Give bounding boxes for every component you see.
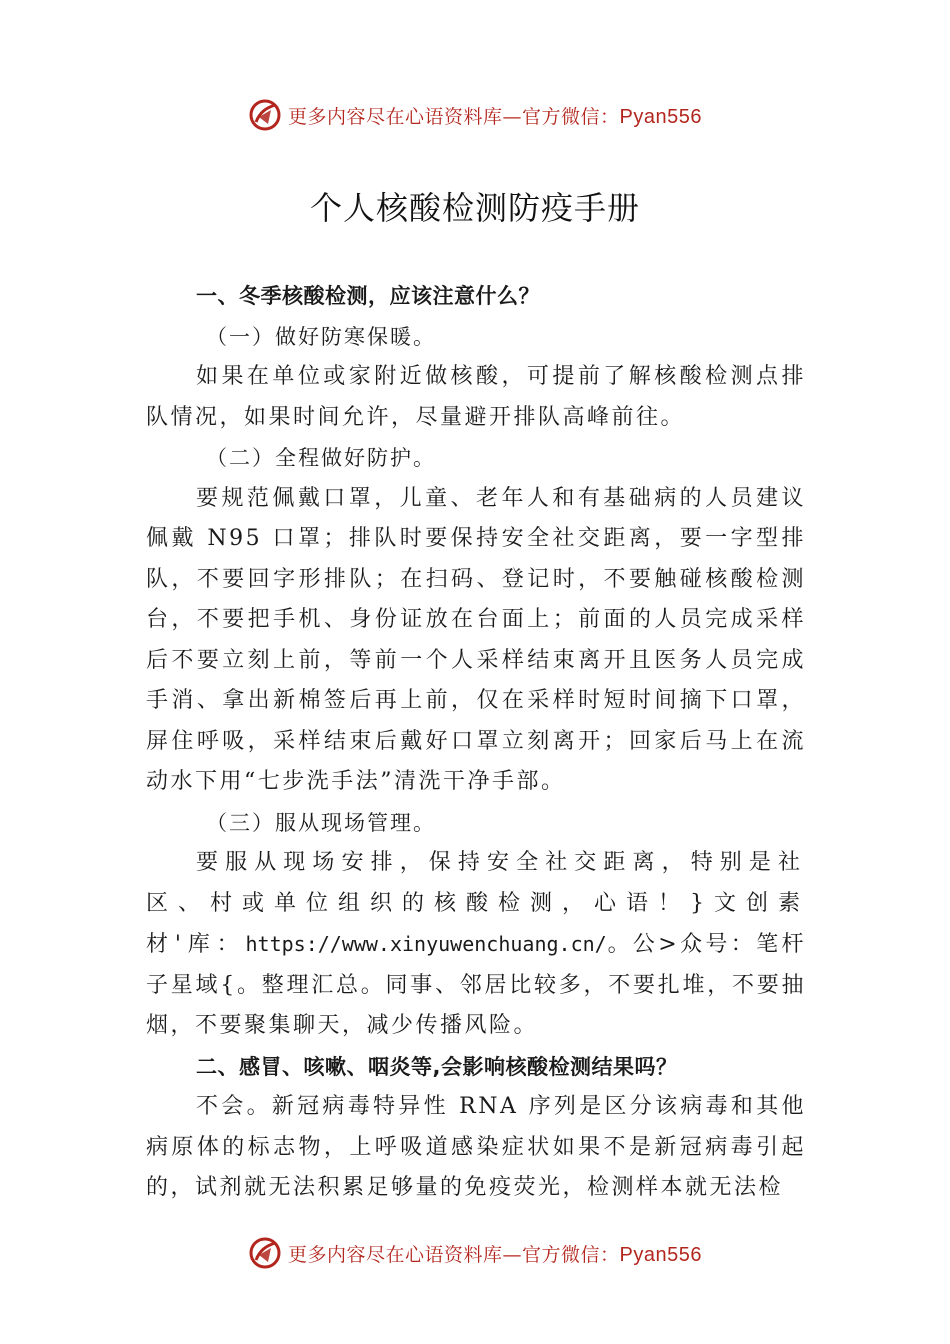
paragraph-1: 如果在单位或家附近做核酸，可提前了解核酸检测点排队情况，如果时间允许，尽量避开排队高峰前往。 bbox=[146, 364, 806, 430]
footer-banner bbox=[0, 1231, 950, 1275]
section-heading-2: 二、感冒、咳嗽、咽炎等,会影响核酸检测结果吗？ bbox=[196, 1054, 678, 1079]
paragraph-4: 不会。新冠病毒特异性 RNA 序列是区分该病毒和其他病原体的标志物，上呼吸道感染症状如果不是新冠病毒引起的，试剂就无法积累足够量的免疫荧光，检测样本就无法检 bbox=[146, 1094, 806, 1200]
subheading-2: （二）全程做好防护。 bbox=[206, 446, 436, 470]
logo-icon bbox=[248, 1236, 282, 1270]
section-heading-1: 一、冬季核酸检测，应该注意什么？ bbox=[196, 284, 540, 308]
logo-icon bbox=[248, 98, 282, 132]
banner-text: 更多内容尽在心语资料库—官方微信：Pyan556 bbox=[288, 1243, 702, 1266]
document-body bbox=[146, 276, 806, 1209]
paragraph-3: 要服从现场安排，保持安全社交距离，特别是社区、村或单位组织的核酸检测，心语！}文创素材'库：https://www.xinyuwenchuang.cn/。公>众号：笔杆子星域{。整理汇总。同事、邻居比较多，不要扎堆，不要抽烟，不要聚集聊天，减少传播风险。 bbox=[146, 850, 806, 1038]
url-text: https://www.xinyuwenchuang.cn/ bbox=[245, 932, 607, 956]
subheading-3: （三）服从现场管理。 bbox=[206, 810, 436, 835]
header-banner bbox=[0, 93, 950, 137]
subheading-1: （一）做好防寒保暖。 bbox=[206, 324, 436, 349]
paragraph-2: 要规范佩戴口罩，儿童、老年人和有基础病的人员建议佩戴 N95 口罩；排队时要保持安全社交距离，要一字型排队，不要回字形排队；在扫码、登记时，不要触碰核酸检测台，不要把手机、身份证放在台面上；前面的人员完成采样后不要立刻上前，等前一个人采样结束离开且医务人员完成手消、拿出新棉签后再上前，仅在采样时短时间摘下口罩，屏住呼吸，采样结束后戴好口罩立刻离开；回家后马上在流动水下用“七步洗手法”清洗干净手部。 bbox=[146, 485, 806, 794]
page-title: 个人核酸检测防疫手册 bbox=[309, 189, 640, 227]
banner-text: 更多内容尽在心语资料库—官方微信：Pyan556 bbox=[288, 105, 702, 128]
